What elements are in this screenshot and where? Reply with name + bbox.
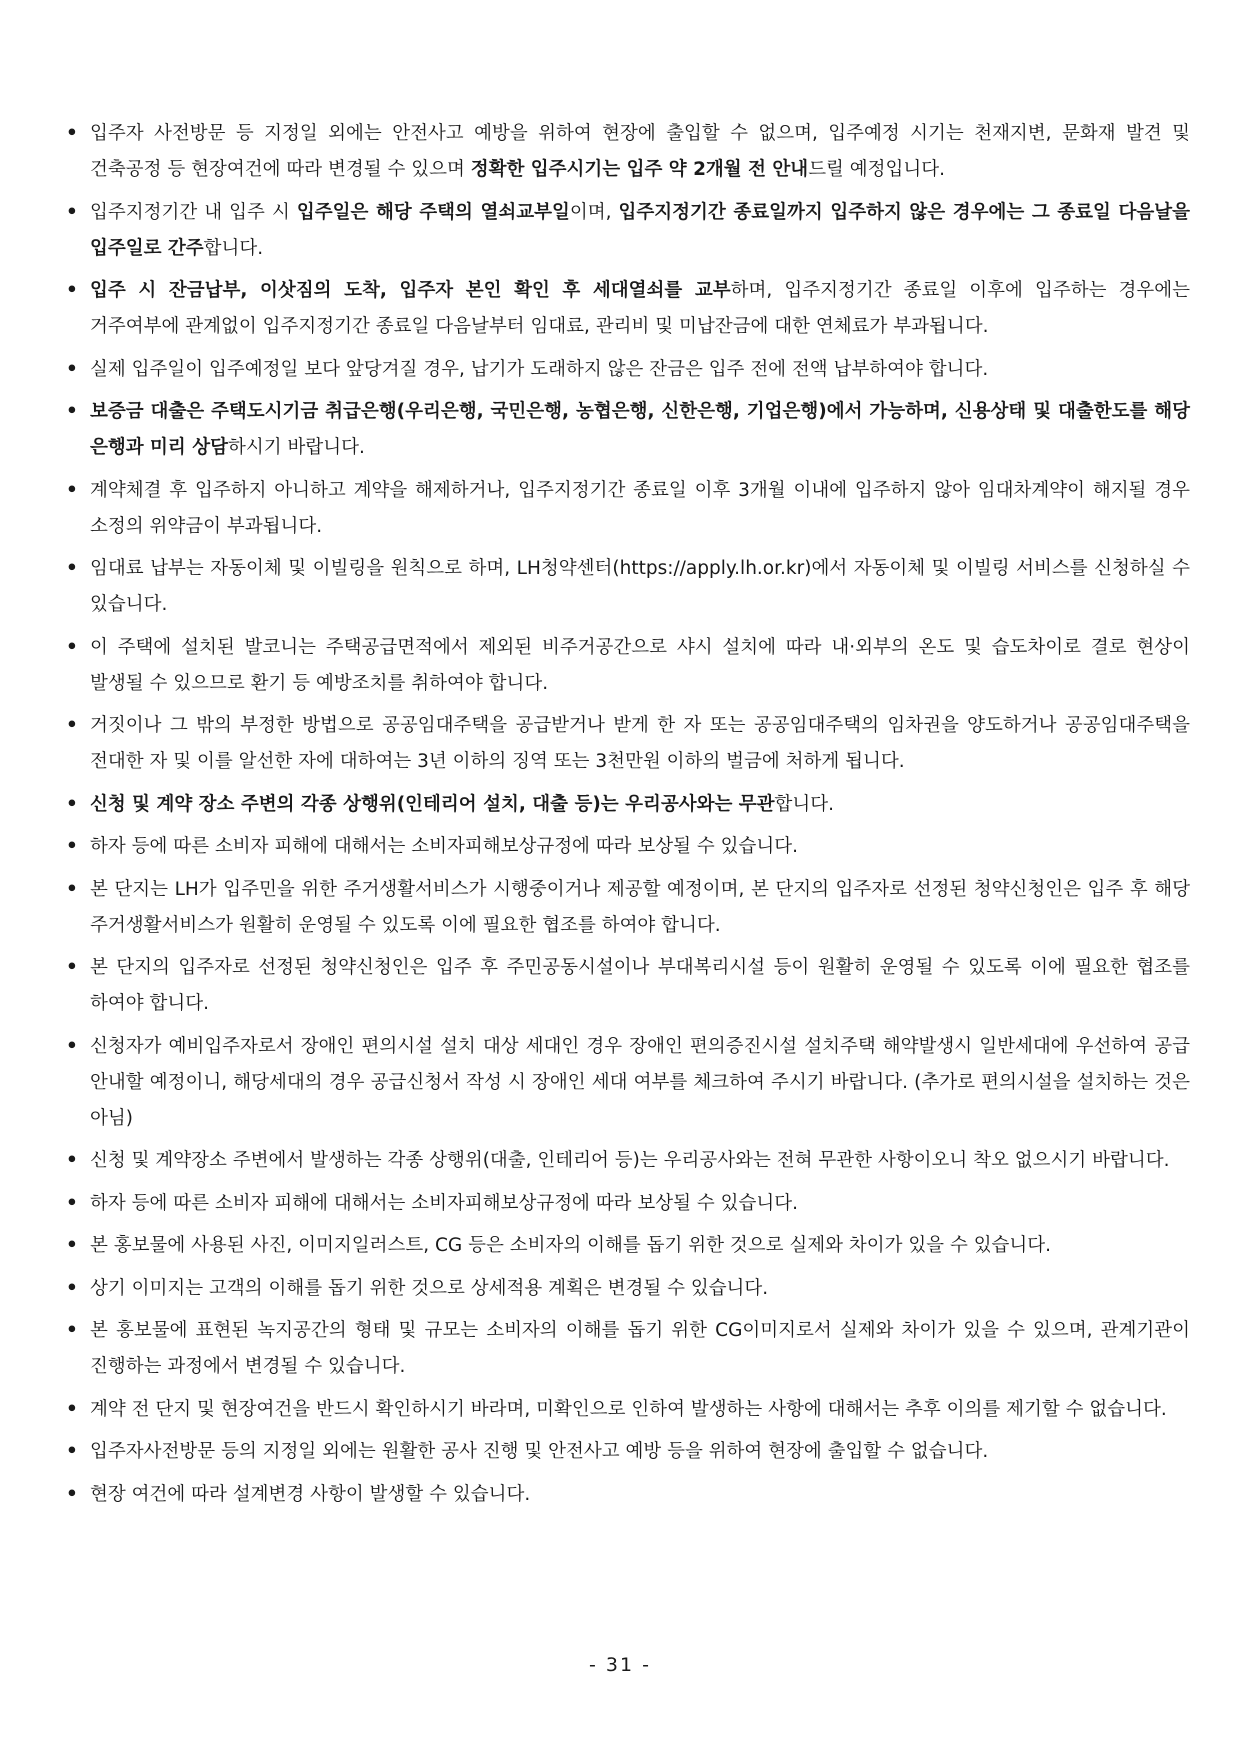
notice-item: [66, 1392, 1190, 1428]
bullet-marker: •: [66, 1150, 78, 1171]
notice-text: 합니다.: [774, 793, 835, 815]
bullet-marker: •: [66, 878, 78, 900]
notice-text: 상기 이미지는 고객의 이해를 돕기 위한 것으로 상세적용 계획은 변경될 수 있습니다.: [90, 1277, 769, 1299]
notice-text: 입주지정기간 내 입주 시: [90, 201, 297, 223]
notice-text: 하며, 입주지정기간 종료일 이후에 입주하는 경우에는 거주여부에 관계없이 입주지정기간 종료일 다음날부터 임대료, 관리비 및 미납잔금에 대한 연체료가 부과됩니다.: [90, 280, 1190, 337]
notice-item: [66, 1186, 1190, 1222]
notice-text: 입주자 사전방문 등 지정일 외에는 안전사고 예방을 위하여 현장에 출입할 수 없으며, 입주예정 시기는 천재지변, 문화재 발견 및 건축공정 등 현장여건에 따라 변경될 수 있으며: [90, 123, 1190, 180]
notice-text: 계약체결 후 입주하지 아니하고 계약을 해제하거나, 입주지정기간 종료일 이후 3개월 이내에 입주하지 않아 임대차계약이 해지될 경우 소정의 위약금이 부과됩니다.: [90, 479, 1190, 537]
notice-text-bold: 입주지정기간 종료일까지 입주하지 않은 경우에는 그 종료일 다음날을 입주일로 간주: [90, 201, 1190, 259]
notice-item: [66, 950, 1190, 1022]
bullet-marker: •: [66, 358, 78, 380]
notice-list: [66, 116, 1190, 1519]
bullet-marker: •: [66, 479, 78, 501]
bullet-marker: •: [66, 1277, 78, 1299]
bullet-marker: •: [66, 1320, 78, 1341]
notice-item: [66, 394, 1190, 466]
notice-item: [66, 1434, 1190, 1470]
notice-text: 본 홍보물에 사용된 사진, 이미지일러스트, CG 등은 소비자의 이해를 돕기 위한 것으로 실제와 차이가 있을 수 있습니다.: [90, 1235, 1052, 1256]
notice-item: [66, 1228, 1190, 1264]
notice-text-bold: 입주 시 잔금납부, 이삿짐의 도착, 입주자 본인 확인 후 세대열쇠를 교부: [90, 280, 731, 301]
notice-text-bold: 정확한 입주시기는 입주 약 2개월 전 안내: [470, 159, 809, 180]
notice-item: [66, 273, 1190, 345]
notice-text: 거짓이나 그 밖의 부정한 방법으로 공공임대주택을 공급받거나 받게 한 자 또는 공공임대주택의 임차권을 양도하거나 공공임대주택을 전대한 자 및 이를 알선한 자에 대하여는 3년 이하의 징역 또는 3천만원 이하의 벌금에 처하게 됩니다.: [90, 715, 1190, 772]
bullet-marker: •: [66, 715, 78, 736]
notice-text-bold: 입주일은 해당 주택의 열쇠교부일: [296, 201, 570, 223]
notice-item: [66, 1143, 1190, 1179]
bullet-marker: •: [66, 123, 78, 144]
bullet-marker: •: [66, 1235, 78, 1256]
notice-item: [66, 195, 1190, 267]
notice-item: [66, 630, 1190, 702]
bullet-marker: •: [66, 401, 78, 422]
notice-item: [66, 787, 1190, 823]
notice-text-bold: 보증금 대출은 주택도시기금 취급은행(우리은행, 국민은행, 농협은행, 신한은행, 기업은행)에서 가능하며, 신용상태 및 대출한도를 해당 은행과 미리 상담: [90, 401, 1190, 458]
notice-text: 본 단지의 입주자로 선정된 청약신청인은 입주 후 주민공동시설이나 부대복리시설 등이 원활히 운영될 수 있도록 이에 필요한 협조를 하여야 합니다.: [90, 957, 1190, 1014]
notice-item: [66, 708, 1190, 780]
notice-text: 실제 입주일이 입주예정일 보다 앞당겨질 경우, 납기가 도래하지 않은 잔금은 입주 전에 전액 납부하여야 합니다.: [90, 358, 989, 380]
notice-text: 신청 및 계약장소 주변에서 발생하는 각종 상행위(대출, 인테리어 등)는 우리공사와는 전혀 무관한 사항이오니 착오 없으시기 바랍니다.: [90, 1150, 1170, 1171]
notice-text: 하자 등에 따른 소비자 피해에 대해서는 소비자피해보상규정에 따라 보상될 수 있습니다.: [90, 836, 799, 857]
bullet-marker: •: [66, 957, 78, 978]
bullet-marker: •: [66, 1483, 78, 1505]
notice-text: 하시기 바랍니다.: [227, 437, 365, 458]
notice-text: 하자 등에 따른 소비자 피해에 대해서는 소비자피해보상규정에 따라 보상될 수 있습니다.: [90, 1192, 799, 1214]
notice-item: [66, 352, 1190, 388]
notice-text: 현장 여건에 따라 설계변경 사항이 발생할 수 있습니다.: [90, 1483, 531, 1505]
notice-item: [66, 116, 1190, 188]
bullet-marker: •: [66, 201, 78, 223]
bullet-marker: •: [66, 280, 78, 301]
notice-item: [66, 1271, 1190, 1307]
bullet-marker: •: [66, 558, 78, 579]
notice-text: 입주자사전방문 등의 지정일 외에는 원활한 공사 진행 및 안전사고 예방 등을 위하여 현장에 출입할 수 없습니다.: [90, 1441, 989, 1462]
notice-text-bold: 신청 및 계약 장소 주변의 각종 상행위(인테리어 설치, 대출 등)는 우리공사와는 무관: [90, 793, 775, 815]
notice-item: [66, 551, 1190, 623]
notice-text: 계약 전 단지 및 현장여건을 반드시 확인하시기 바라며, 미확인으로 인하여 발생하는 사항에 대해서는 추후 이의를 제기할 수 없습니다.: [90, 1398, 1167, 1420]
notice-text: 이며,: [569, 201, 619, 223]
bullet-marker: •: [66, 1441, 78, 1462]
notice-text: 임대료 납부는 자동이체 및 이빌링을 원칙으로 하며, LH청약센터(https://apply.lh.or.kr)에서 자동이체 및 이빌링 서비스를 신청하실 수 있습니다.: [90, 558, 1190, 615]
bullet-marker: •: [66, 1192, 78, 1214]
notice-item: [66, 1029, 1190, 1137]
bullet-marker: •: [66, 836, 78, 857]
bullet-marker: •: [66, 793, 78, 815]
notice-text: 본 단지는 LH가 입주민을 위한 주거생활서비스가 시행중이거나 제공할 예정이며, 본 단지의 입주자로 선정된 청약신청인은 입주 후 해당 주거생활서비스가 원활히 운영될 수 있도록 이에 필요한 협조를 하여야 합니다.: [90, 878, 1190, 936]
bullet-marker: •: [66, 1398, 78, 1420]
notice-text: 합니다.: [203, 237, 264, 259]
page-number: - 31 -: [589, 1654, 651, 1676]
notice-text: 신청자가 예비입주자로서 장애인 편의시설 설치 대상 세대인 경우 장애인 편의증진시설 설치주택 해약발생시 일반세대에 우선하여 공급 안내할 예정이니, 해당세대의 경우 공급신청서 작성 시 장애인 세대 여부를 체크하여 주시기 바랍니다. (추가로 편의시설을 설치하는 것은 아님): [90, 1035, 1190, 1129]
bullet-marker: •: [66, 1035, 78, 1057]
notice-text: 드릴 예정입니다.: [808, 159, 946, 180]
notice-item: [66, 473, 1190, 545]
notice-text: 본 홍보물에 표현된 녹지공간의 형태 및 규모는 소비자의 이해를 돕기 위한 CG이미지로서 실제와 차이가 있을 수 있으며, 관계기관이 진행하는 과정에서 변경될 수 있습니다.: [90, 1320, 1190, 1377]
bullet-marker: •: [66, 636, 78, 658]
notice-text: 이 주택에 설치된 발코니는 주택공급면적에서 제외된 비주거공간으로 샤시 설치에 따라 내·외부의 온도 및 습도차이로 결로 현상이 발생될 수 있으므로 환기 등 예방조치를 취하여야 합니다.: [90, 636, 1190, 694]
notice-item: [66, 1313, 1190, 1385]
notice-item: [66, 1477, 1190, 1513]
notice-item: [66, 872, 1190, 944]
notice-item: [66, 829, 1190, 865]
